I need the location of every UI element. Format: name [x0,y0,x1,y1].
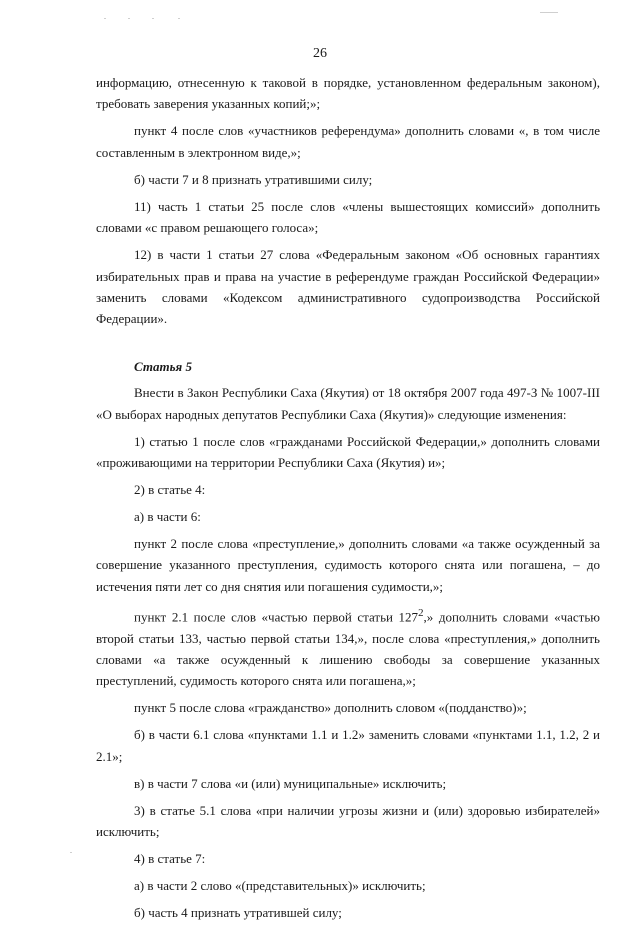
paragraph: информацию, отнесенную к таковой в порядке, установленном федеральным законом), требовать заверения указанных копий;»; [96,75,600,112]
paragraph: пункт 5 после слова «гражданство» дополнить словом «(подданство)»; [134,700,527,716]
paragraph: 4) в статье 7: [134,851,206,867]
paragraph: 11) часть 1 статьи 25 после слов «члены вышестоящих комиссий» дополнить словами «с правом решающего голоса»; [96,198,600,236]
scan-mark [178,18,180,19]
paragraph: б) в части 6.1 слова «пунктами 1.1 и 1.2» заменить словами «пунктами 1.1, 1.2, 2 и 2.1»; [96,727,600,764]
paragraph: Внести в Закон Республики Саха (Якутия) от 18 октября 2007 года 497-З № 1007-III «О выборах народных депутатов Республики Саха (Якутия)» следующие изменения: [96,385,600,422]
paragraph: 12) в части 1 статьи 27 слова «Федеральным законом «Об основных гарантиях избирательных прав и права на участие в референдуме граждан Российской Федерации» заменить словами «Кодексом административного судопроизводства Российской Федерации». [96,247,600,327]
paragraph-127 [96,603,600,692]
scan-mark [128,18,130,19]
paragraph: в) в части 7 слова «и (или) муниципальные» исключить; [134,775,447,791]
paragraph: а) в части 6: [134,509,201,525]
scan-mark [104,18,106,19]
scan-mark [70,852,72,853]
paragraph: б) части 7 и 8 признать утратившими силу; [134,171,373,187]
article-title: Статья 5 [134,358,192,374]
paragraph: а) в части 2 слово «(представительных)» исключить; [134,878,426,894]
paragraph-127-text: ,» дополнить словами «частью второй статьи 133, частью первой статьи 134,», после слова «преступления,» дополнить словами «а также осужденный к лишению свободы за совершение указанных преступлений, судимость которого снята или погашена,»; [96,609,600,689]
paragraph: пункт 2 после слова «преступление,» дополнить словами «а также осужденный за совершение указанного преступления, судимость которого снята или погашена, – до истечения пяти лет со дня снятия или погашения судимости,»; [96,536,600,594]
document-body [96,72,600,929]
scan-mark [540,12,558,13]
paragraph: 2) в статье 4: [134,482,206,498]
scan-mark [152,18,154,19]
paragraph: пункт 4 после слов «участников референдума» дополнить словами «, в том числе составленным в электронном виде,»; [96,123,600,160]
page-number: 26 [313,46,327,61]
paragraph: 1) статью 1 после слов «гражданами Российской Федерации,» дополнить словами «проживающими на территории Республики Саха (Якутия) и»; [96,433,600,471]
paragraph: б) часть 4 признать утратившей силу; [134,905,342,921]
superscript: 2 [418,606,424,619]
paragraph: 3) в статье 5.1 слова «при наличии угрозы жизни и (или) здоровью избирателей» исключить; [96,802,600,840]
paragraph-127-text: пункт 2.1 после слов «частью первой статьи 127 [134,609,419,625]
